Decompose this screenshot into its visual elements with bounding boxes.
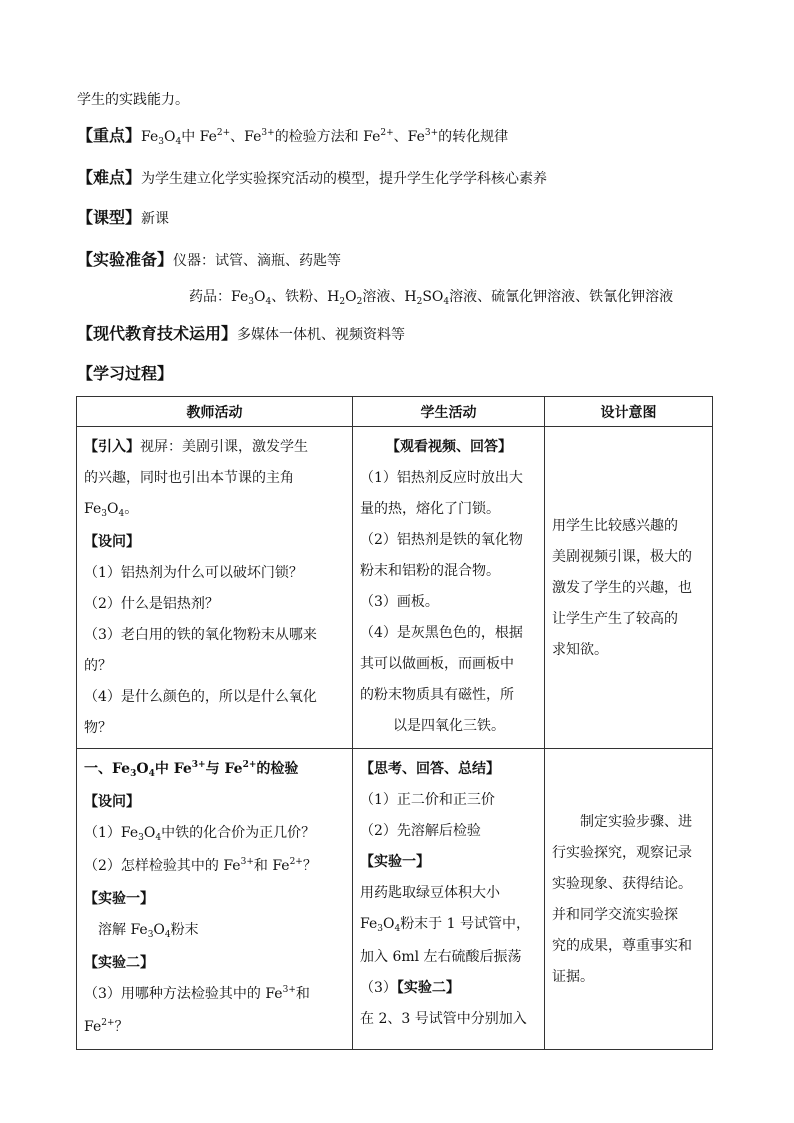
text: O [143,825,156,841]
superscript: 2+ [380,128,394,138]
text: 的检验 [256,761,299,777]
text-line: 其可以做画板，而画板中 [360,656,514,672]
table-row [77,427,713,749]
design-intent-cell [545,427,713,749]
text-line: 以是四氧化三铁。 [393,718,505,734]
text: 、Fe [230,129,262,145]
text: Fe [84,501,102,517]
prep-reagents [189,287,673,309]
text-line: 行实验探究，观察记录 [552,844,692,861]
text: O [136,761,149,777]
text: 粉末 [170,922,199,938]
intro-line: 学生的实践能力。 [77,92,189,108]
intro-label: 【引入】 [84,439,140,455]
text-line: 物？ [84,720,112,736]
question-label: 【设问】 [84,534,140,550]
text-line: 证据。 [552,968,594,985]
lesson-type-label: 【课型】 [77,208,142,227]
text-line: 的？ [84,658,112,674]
subscript: 4 [148,769,155,779]
superscript: 3+ [261,128,275,138]
superscript: 2+ [216,128,231,138]
tech-text: 多媒体一体机、视频资料等 [237,327,406,343]
text: （3） [360,980,397,996]
key-point [77,126,508,149]
text: 、Fe [393,129,425,145]
question-label: 【设问】 [84,794,140,810]
cell-content [353,427,544,746]
cell-content [545,506,712,670]
text: Fe [141,129,159,145]
subscript: 4 [118,509,125,519]
text: （1）Fe [84,825,139,841]
prep-instruments: 仪器：试管、滴瓶、药匙等 [173,253,342,269]
table-header-row [77,397,713,427]
prep-label: 【实验准备】 [77,250,174,269]
lesson-type-text: 新课 [141,211,170,227]
student-title: 【观看视频、回答】 [386,439,512,455]
text-line: 实验现象、获得结论。 [552,875,692,892]
text-line: 激发了学生的兴趣，也 [552,579,692,596]
text-line: 究的成果，尊重事实和 [552,937,692,954]
text: 。 [124,501,139,517]
experiment1-label: 【实验一】 [84,891,154,907]
subscript: 3 [101,509,107,519]
text-line [360,973,538,1004]
text-line [84,818,346,851]
text-line: （1）铝热剂为什么可以破坏门锁？ [84,565,303,581]
cell-content [77,749,352,1049]
text-line: 量的热，熔化了门锁。 [360,501,500,517]
text: 药品：Fe [189,289,249,305]
text: ？ [114,1019,129,1035]
teacher-activity-cell [77,749,353,1050]
text-line: （2）先溶解后检验 [360,823,481,839]
difficulty-label: 【难点】 [77,168,142,187]
text: 与 Fe [205,761,243,777]
text: 中铁的化合价为正几价？ [161,825,316,841]
text-line: 粉末和铝粉的混合物。 [360,563,500,579]
superscript: 2+ [101,1018,115,1028]
text-line [84,979,346,1012]
text-line: 求知欲。 [552,641,608,658]
header-student: 学生活动 [353,397,545,427]
text: 、铁粉、H [271,289,340,305]
text: 的转化规律 [438,129,509,145]
experiment-prep [77,250,341,271]
text-line: 的兴趣，同时也引出本节课的主角 [84,470,294,486]
difficulty [77,168,547,189]
experiment2-label: 【实验二】 [396,980,460,996]
cell-content [353,749,544,1039]
superscript: 3+ [191,760,206,770]
tech-usage [77,324,405,345]
text-line: （2）铝热剂是铁的氧化物 [360,532,523,548]
intro-text: 视屏：美剧引课，激发学生 [140,439,308,455]
student-activity-cell [353,427,545,749]
text-line [84,432,346,463]
text-line: （3）画板。 [360,594,439,610]
subscript: 3 [158,137,164,147]
subscript: 2 [339,297,346,307]
superscript: 3+ [424,128,439,138]
text-line [84,494,346,527]
text: O [153,922,165,938]
superscript: 3+ [282,985,296,995]
text: O [106,501,119,517]
text-line: 用药匙取绿豆体积大小 [360,885,500,901]
text: Fe [84,1019,102,1035]
text-line: 的粉末物质具有磁性，所 [360,687,514,703]
text: O [253,289,266,305]
subscript: 2 [356,297,363,307]
header-intent: 设计意图 [545,397,713,427]
text: 和 [295,986,310,1002]
subscript: 4 [394,924,401,934]
subscript: 4 [175,137,182,147]
design-intent-cell [545,749,713,1050]
experiment1-label: 【实验一】 [360,854,430,870]
text: 溶解 Fe [98,922,148,938]
cell-content [77,427,352,748]
key-point-label: 【重点】 [77,126,142,145]
text: 中 Fe [154,761,192,777]
text: O [345,289,357,305]
subscript: 3 [147,930,154,940]
text: （2）怎样检验其中的 Fe [84,858,241,874]
text-line: 并和同学交流实验探 [552,906,678,923]
text: 的检验方法和 Fe [274,129,381,145]
header-teacher: 教师活动 [77,397,353,427]
text-line: 在 2、3 号试管中分别加入 [360,1011,527,1027]
text: Fe [360,916,378,932]
experiment2-label: 【实验二】 [84,955,154,971]
lesson-type [77,208,169,229]
text: 中 Fe [181,129,217,145]
process-heading: 【学习过程】 [77,364,174,383]
subscript: 4 [164,930,171,940]
subscript: 4 [443,297,450,307]
text-line [84,851,346,884]
cell-content [545,802,712,997]
learning-process-table [76,396,713,1050]
text: （3）用哪种方法检验其中的 Fe [84,986,283,1002]
text: 和 Fe [253,858,290,874]
text: 粉末于 1 号试管中， [400,916,530,932]
table-row [77,749,713,1050]
subscript: 3 [138,833,144,843]
text-line: （2）什么是铝热剂？ [84,596,219,612]
difficulty-text: 为学生建立化学实验探究活动的模型，提升学生化学学科核心素养 [141,171,548,187]
superscript: 2+ [289,857,303,867]
text-line: （1）正二价和正三价 [360,792,495,808]
text: 溶液、硫氰化钾溶液、铁氰化钾溶液 [449,289,674,305]
text: 溶液、H [362,289,417,305]
tech-label: 【现代教育技术运用】 [77,324,238,343]
text-line: 制定实验步骤、进 [580,813,692,830]
text-line: 让学生产生了较高的 [552,610,678,627]
teacher-activity-cell [77,427,353,749]
text: O [382,916,395,932]
subscript: 3 [377,924,383,934]
student-activity-cell [353,749,545,1050]
subscript: 3 [130,769,137,779]
text: SO [422,289,444,305]
text-line [84,1012,346,1045]
text: O [163,129,176,145]
text-line: （4）是什么颜色的，所以是什么氧化 [84,689,317,705]
superscript: 3+ [240,857,254,867]
student-title: 【思考、回答、总结】 [360,761,500,777]
text-line: 加入 6ml 左右硫酸后振荡 [360,949,522,965]
text-line: 用学生比较感兴趣的 [552,517,678,534]
text-line [360,909,538,942]
text-line: 美剧视频引课，极大的 [552,548,692,565]
text-line: （4）是灰黑色色的，根据 [360,625,523,641]
subscript: 4 [155,833,162,843]
text: 一、Fe [84,761,131,777]
text-line [84,915,346,948]
subscript: 3 [248,297,254,307]
text-line: （1）铝热剂反应时放出大 [360,470,523,486]
text-line: （3）老白用的铁的氧化物粉末从哪来 [84,627,317,643]
subscript: 2 [416,297,423,307]
superscript: 2+ [242,760,257,770]
subscript: 4 [265,297,272,307]
text: ？ [302,858,317,874]
section-heading [84,754,346,787]
